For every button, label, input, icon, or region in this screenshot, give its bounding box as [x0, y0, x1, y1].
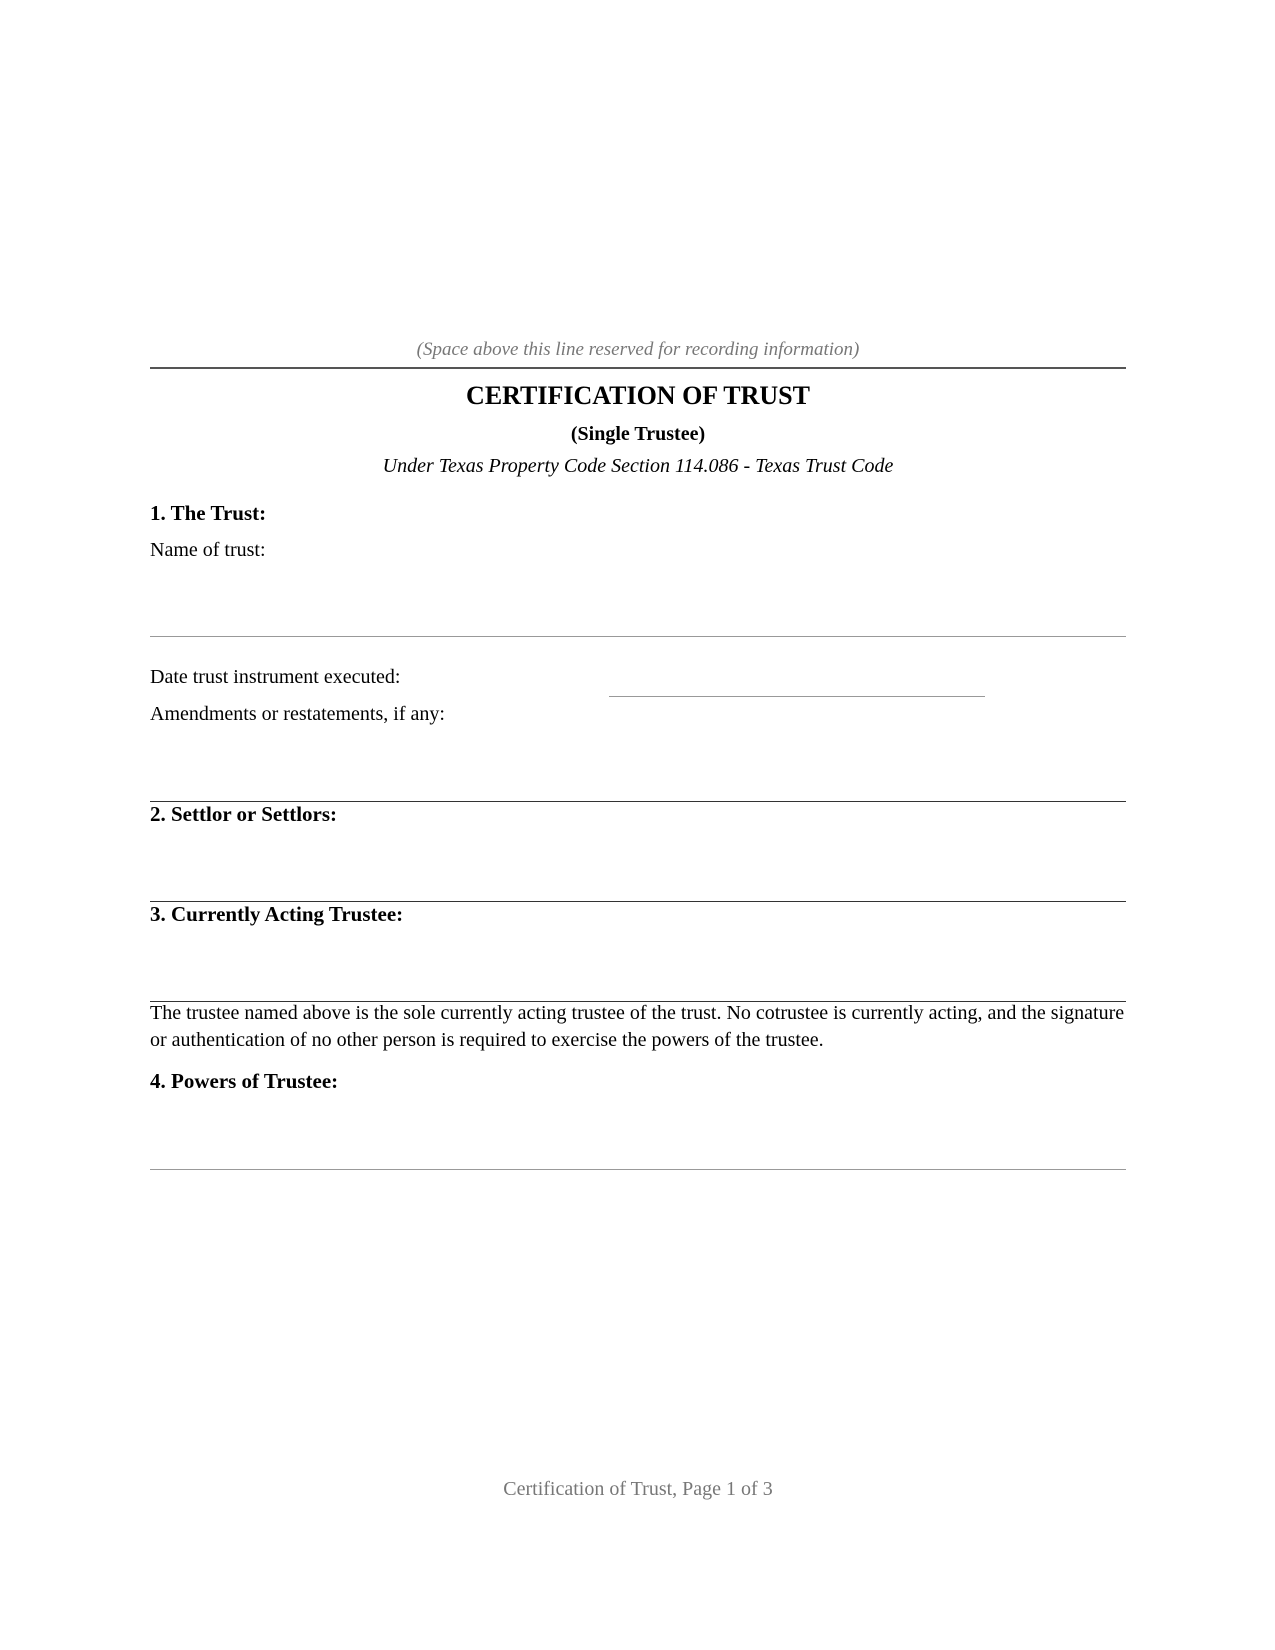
document-subtitle: (Single Trustee)	[570, 423, 706, 445]
trustee-powers-field[interactable]	[150, 1169, 1126, 1170]
recording-space-note: (Space above this line reserved for recording information)	[416, 339, 860, 360]
statute-reference: Under Texas Property Code Section 114.086 - Texas Trust Code	[382, 455, 894, 477]
section-2-heading: 2. Settlor or Settlors:	[150, 802, 338, 826]
document-title: CERTIFICATION OF TRUST	[466, 381, 810, 410]
sole-trustee-statement: The trustee named above is the sole currently acting trustee of the trust. No cotrustee is currently acting, and the signature or authentication of no other person is required to exercise the powers of the trustee.	[150, 1002, 1125, 1051]
trust-name-field[interactable]	[150, 636, 1126, 637]
trust-name-label: Name of trust:	[150, 539, 266, 561]
recording-line	[150, 367, 1126, 369]
section-4-heading: 4. Powers of Trustee:	[150, 1069, 339, 1093]
date-executed-field[interactable]	[609, 696, 985, 697]
page-footer: Certification of Trust, Page 1 of 3	[503, 1478, 773, 1500]
amendments-label: Amendments or restatements, if any:	[150, 703, 445, 725]
section-3-heading: 3. Currently Acting Trustee:	[150, 902, 404, 926]
date-executed-label: Date trust instrument executed:	[150, 666, 401, 688]
section-1-heading: 1. The Trust:	[150, 501, 267, 525]
